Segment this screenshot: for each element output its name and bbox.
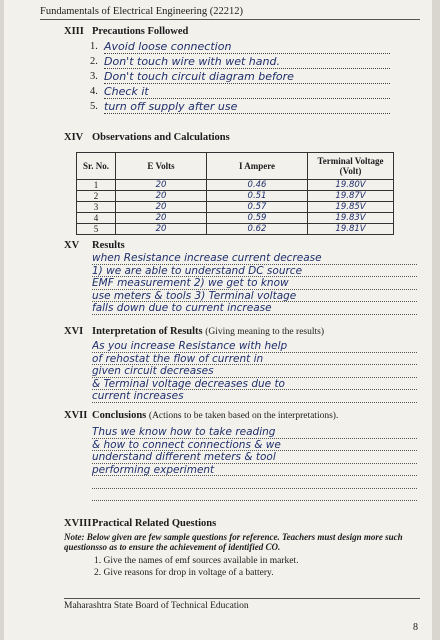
table-row	[77, 180, 394, 191]
precaution-item	[90, 100, 390, 115]
answer-line: current increases	[92, 390, 417, 403]
cell: 0.62	[207, 224, 308, 235]
answer-line: of rehostat the flow of current in	[92, 353, 417, 366]
observations-table	[76, 152, 394, 235]
cell: 20	[116, 224, 207, 235]
answer-line: use meters & tools 3) Terminal voltage	[92, 290, 417, 303]
question-item: 2. Give reasons for drop in voltage of a battery.	[94, 568, 274, 578]
col-e-volts: E Volts	[116, 153, 207, 180]
conclusions-title: Conclusions	[92, 410, 147, 421]
questions-heading	[64, 518, 216, 529]
observations-title: Observations and Calculations	[92, 132, 230, 143]
cell: 2	[77, 191, 116, 202]
cell: 20	[116, 180, 207, 191]
cell: 4	[77, 213, 116, 224]
precaution-item	[90, 70, 390, 85]
conclusions-number: XVII	[64, 410, 88, 421]
item-text: Don't touch circuit diagram before	[104, 70, 390, 84]
cell: 19.80V	[308, 180, 394, 191]
blank-line	[92, 489, 417, 502]
precaution-item	[90, 85, 390, 100]
answer-line: Thus we know how to take reading	[92, 426, 417, 439]
interpretation-answer	[92, 340, 417, 403]
col-i-ampere: I Ampere	[207, 153, 308, 180]
conclusions-note: (Actions to be taken based on the interpretations).	[148, 411, 339, 421]
conclusions-answer	[92, 426, 417, 501]
answer-line: performing experiment	[92, 464, 417, 477]
answer-line: & Terminal voltage decreases due to	[92, 378, 417, 391]
cell: 20	[116, 202, 207, 213]
item-number: 1.	[90, 41, 98, 52]
worksheet-page	[4, 0, 432, 640]
table-row	[77, 224, 394, 235]
conclusions-heading	[64, 410, 338, 421]
item-text: Don't touch wire with wet hand.	[104, 55, 390, 69]
col-terminal-voltage: Terminal Voltage (Volt)	[308, 153, 394, 180]
observations-heading	[64, 132, 230, 143]
item-number: 4.	[90, 86, 98, 97]
item-number: 2.	[90, 56, 98, 67]
precautions-heading	[64, 26, 188, 37]
page-header: Fundamentals of Electrical Engineering (22212)	[40, 6, 420, 20]
answer-line: when Resistance increase current decrease	[92, 252, 417, 265]
item-text: turn off supply after use	[104, 100, 390, 114]
cell: 0.51	[207, 191, 308, 202]
table-row	[77, 202, 394, 213]
results-answer	[92, 252, 417, 315]
interpretation-number: XVI	[64, 326, 84, 337]
interpretation-note: (Giving meaning to the results)	[205, 327, 324, 337]
answer-line: As you increase Resistance with help	[92, 340, 417, 353]
cell: 3	[77, 202, 116, 213]
table-row	[77, 191, 394, 202]
precaution-item	[90, 40, 390, 55]
table-header-row	[77, 153, 394, 180]
table-row	[77, 213, 394, 224]
cell: 1	[77, 180, 116, 191]
page-number: 8	[413, 622, 418, 633]
results-number: XV	[64, 240, 80, 251]
item-number: 5.	[90, 101, 98, 112]
precautions-title: Precautions Followed	[92, 26, 189, 37]
item-text: Check it	[104, 85, 390, 99]
item-text: Avoid loose connection	[104, 40, 390, 54]
cell: 19.87V	[308, 191, 394, 202]
precaution-item	[90, 55, 390, 70]
cell: 19.81V	[308, 224, 394, 235]
col-sr-no: Sr. No.	[77, 153, 116, 180]
results-title: Results	[92, 240, 125, 251]
blank-line	[92, 476, 417, 489]
observations-number: XIV	[64, 132, 84, 143]
interpretation-heading	[64, 326, 324, 337]
answer-line: given circuit decreases	[92, 365, 417, 378]
cell: 5	[77, 224, 116, 235]
cell: 0.46	[207, 180, 308, 191]
questions-title: Practical Related Questions	[92, 518, 217, 529]
answer-line: & how to connect connections & we	[92, 439, 417, 452]
cell: 19.83V	[308, 213, 394, 224]
cell: 20	[116, 213, 207, 224]
results-heading	[64, 240, 125, 251]
questions-note: Note: Below given are few sample questions for reference. Teachers must design more such questionsso as to ensure the achievement of identified CO.	[64, 532, 403, 552]
answer-line: EMF measurement 2) we get to know	[92, 277, 417, 290]
interpretation-title: Interpretation of Results	[92, 326, 203, 337]
precautions-list	[90, 40, 390, 115]
question-item: 1. Give the names of emf sources available in market.	[94, 556, 299, 566]
questions-number: XVIII	[64, 518, 92, 529]
answer-line: understand different meters & tool	[92, 451, 417, 464]
cell: 20	[116, 191, 207, 202]
cell: 0.59	[207, 213, 308, 224]
answer-line: falls down due to current increase	[92, 302, 417, 315]
answer-line: 1) we are able to understand DC source	[92, 265, 417, 278]
page-footer: Maharashtra State Board of Technical Education	[64, 598, 420, 611]
cell: 0.57	[207, 202, 308, 213]
precautions-number: XIII	[64, 26, 84, 37]
item-number: 3.	[90, 71, 98, 82]
cell: 19.85V	[308, 202, 394, 213]
